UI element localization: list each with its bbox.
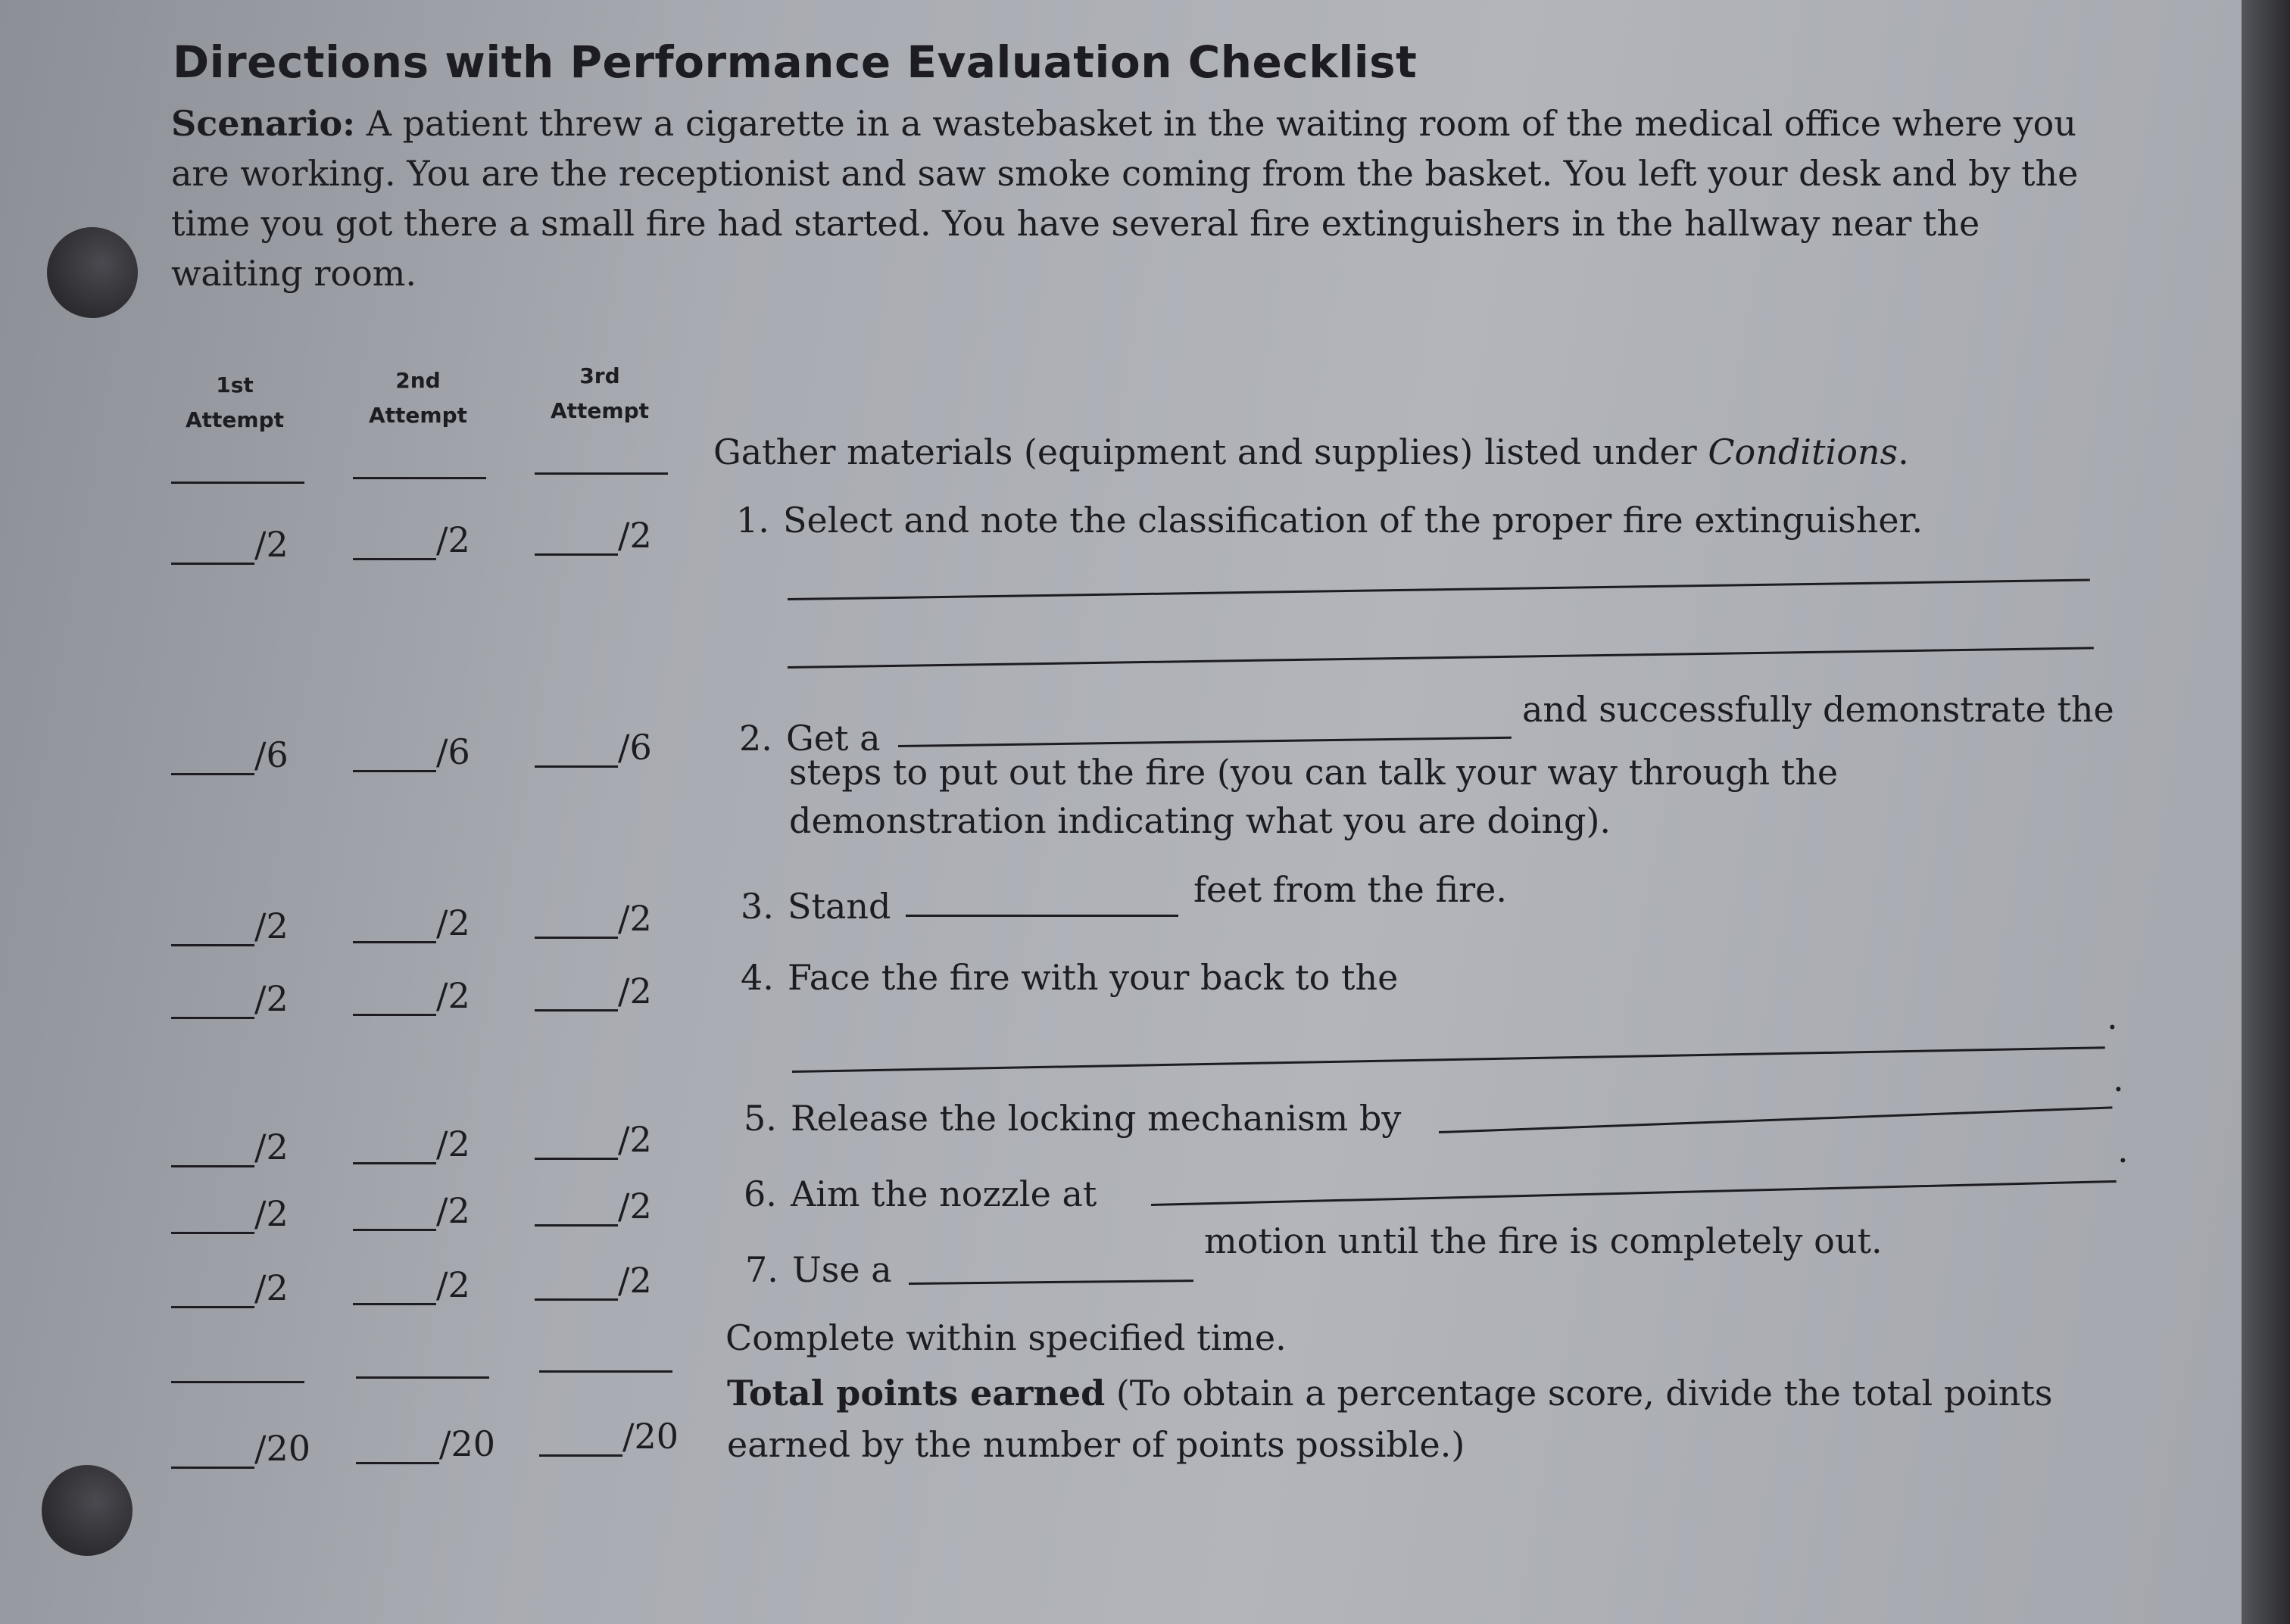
step3-score-3[interactable]: /2 (535, 898, 652, 939)
gather-blank-2[interactable] (353, 477, 486, 479)
column-header-1st: 1st Attempt (185, 372, 285, 432)
step4-score-1[interactable]: /2 (171, 978, 289, 1019)
step7-score-3[interactable]: /2 (535, 1260, 652, 1301)
step2-score-3[interactable]: /6 (535, 727, 652, 768)
total-label: Total points earned (727, 1373, 1106, 1414)
scenario-label: Scenario: (171, 103, 356, 144)
total-score-1[interactable]: /20 (171, 1428, 310, 1469)
step3-score-2[interactable]: /2 (353, 902, 470, 943)
scenario-text: A patient threw a cigarette in a wastebasket in the waiting room of the medical office where you are working. You are the receptionist and saw smoke coming from the basket. You left your desk and by the time you got there a small fire had started. You have several fire extinguishers in the hallway near the waiting room. (171, 103, 2079, 294)
step1-score-2[interactable]: /2 (353, 519, 470, 560)
step7-suffix: motion until the fire is completely out. (1204, 1220, 1883, 1261)
step3-suffix: feet from the fire. (1193, 869, 1507, 910)
step4-blank[interactable] (792, 1046, 2105, 1073)
step2-score-1[interactable]: /6 (171, 734, 289, 775)
step5-score-3[interactable]: /2 (535, 1119, 652, 1160)
step6-score-2[interactable]: /2 (353, 1190, 470, 1231)
step4-score-2[interactable]: /2 (353, 975, 470, 1016)
step7-blank[interactable] (909, 1280, 1193, 1285)
step5-blank[interactable] (1439, 1106, 2113, 1133)
step6-period: . (2117, 1130, 2129, 1170)
step6-blank[interactable] (1151, 1180, 2117, 1206)
column-header-2nd: 2nd Attempt (368, 368, 468, 428)
gather-blank-1[interactable] (171, 482, 304, 484)
page-title: Directions with Performance Evaluation Checklist (173, 36, 1418, 88)
step3-blank[interactable] (906, 915, 1178, 917)
step4-text: 4. Face the fire with your back to the (741, 957, 1399, 998)
step1-score-1[interactable]: /2 (171, 524, 289, 565)
step4-period: . (2107, 996, 2118, 1037)
total-instructions: (To obtain a percentage score, divide the total points earned by the number of points possible.) (727, 1373, 2053, 1465)
time-blank-2[interactable] (356, 1376, 489, 1379)
gather-materials-row: Gather materials (equipment and supplies) listed under Conditions. (713, 432, 1909, 472)
step2-continuation: steps to put out the fire (you can talk your way through the demonstration indicating what you are doing). (789, 752, 1839, 841)
total-score-3[interactable]: /20 (539, 1416, 679, 1457)
step1-text: 1. Select and note the classification of the proper fire extinguisher. (736, 500, 1923, 541)
step7-score-1[interactable]: /2 (171, 1267, 289, 1308)
step2-blank[interactable] (898, 737, 1512, 747)
step2-suffix: and successfully demonstrate the (1522, 689, 2114, 730)
binder-hole-top (47, 227, 138, 318)
step3-text: 3. Stand (741, 886, 891, 927)
step5-period: . (2113, 1058, 2124, 1099)
step1-score-3[interactable]: /2 (535, 515, 652, 556)
step1-answer-line-1[interactable] (788, 578, 2090, 600)
complete-time-row: Complete within specified time. (725, 1317, 1287, 1358)
step2-score-2[interactable]: /6 (353, 731, 470, 772)
binder-hole-bottom (42, 1465, 133, 1556)
step7-score-2[interactable]: /2 (353, 1264, 470, 1305)
step6-score-3[interactable]: /2 (535, 1186, 652, 1227)
step7-text: 7. Use a (745, 1249, 892, 1290)
step5-score-1[interactable]: /2 (171, 1127, 289, 1167)
step3-score-1[interactable]: /2 (171, 906, 289, 946)
total-points-row (727, 1367, 2067, 1470)
time-blank-1[interactable] (171, 1381, 304, 1383)
page-edge (2242, 0, 2290, 1624)
step5-score-2[interactable]: /2 (353, 1124, 470, 1164)
gather-blank-3[interactable] (535, 472, 668, 475)
scenario-paragraph (171, 98, 2079, 298)
step1-answer-line-2[interactable] (788, 647, 2094, 669)
step2-text: 2. Get a (739, 718, 881, 759)
column-header-3rd: 3rd Attempt (550, 363, 650, 423)
time-blank-3[interactable] (539, 1370, 672, 1373)
step6-text: 6. Aim the nozzle at (744, 1174, 1097, 1214)
step5-text: 5. Release the locking mechanism by (744, 1098, 1402, 1139)
step4-score-3[interactable]: /2 (535, 971, 652, 1011)
step6-score-1[interactable]: /2 (171, 1193, 289, 1234)
total-score-2[interactable]: /20 (356, 1423, 495, 1464)
